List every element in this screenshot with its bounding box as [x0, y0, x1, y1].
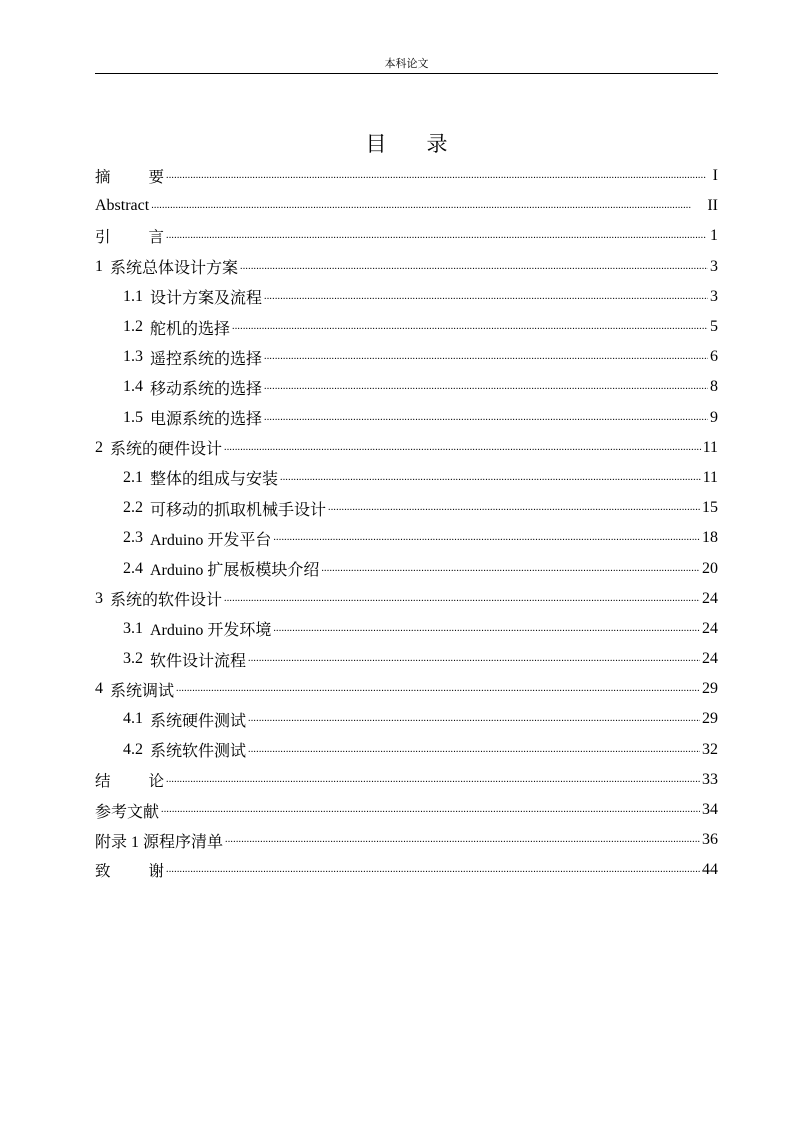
- toc-entry-number: 1.5: [123, 408, 143, 426]
- toc-page-number: 24: [702, 589, 718, 607]
- toc-entry-label: 遥控系统的选择: [150, 350, 263, 368]
- dot-leader: [161, 801, 700, 819]
- toc-entry-title: [123, 557, 319, 580]
- toc-page-number: 15: [702, 499, 718, 517]
- toc-entry-number: 2: [95, 438, 103, 456]
- toc-entry[interactable]: [95, 735, 718, 765]
- toc-entry[interactable]: [95, 433, 718, 463]
- dot-leader: [264, 409, 708, 427]
- toc-entry[interactable]: [95, 312, 718, 342]
- dot-leader: [248, 710, 700, 728]
- toc-page-number: 9: [710, 408, 718, 426]
- toc-entry[interactable]: [95, 221, 718, 251]
- dot-leader: [264, 378, 708, 396]
- dot-leader: [176, 680, 700, 698]
- toc-entry-number: 1.1: [123, 287, 143, 305]
- toc-entry-title: [123, 648, 246, 671]
- toc-entry-title: [123, 316, 230, 339]
- dot-leader: [280, 469, 701, 487]
- toc-page-number: 29: [702, 680, 718, 698]
- toc-entry-label: 移动系统的选择: [150, 380, 263, 398]
- toc-page-number: 44: [702, 861, 718, 879]
- header-text: 本科论文: [384, 58, 429, 70]
- toc-entry-number: 4: [95, 680, 103, 698]
- toc-page-number: II: [707, 197, 718, 215]
- dot-leader: [166, 861, 700, 879]
- toc-entry-label-part: 致: [95, 862, 111, 881]
- toc-entry-number: 2.3: [123, 529, 143, 547]
- table-of-contents: [95, 161, 718, 886]
- toc-entry-number: 2.4: [123, 559, 143, 577]
- toc-entry-title: [95, 255, 238, 278]
- toc-entry-title: [95, 829, 223, 852]
- toc-entry-title: [95, 678, 174, 701]
- toc-entry-label: 附录 1 源程序清单: [95, 833, 224, 851]
- dot-leader: [240, 258, 708, 276]
- toc-entry-label-part: 言: [148, 228, 165, 247]
- toc-entry[interactable]: [95, 765, 718, 795]
- header-rule: [95, 73, 718, 74]
- toc-entry[interactable]: [95, 342, 718, 372]
- dot-leader: [232, 318, 708, 336]
- toc-entry[interactable]: [95, 282, 718, 312]
- toc-entry-title: [123, 708, 246, 731]
- toc-entry-title: [95, 225, 164, 247]
- toc-entry-label-part: 谢: [148, 862, 165, 881]
- toc-entry-title: [123, 738, 246, 761]
- toc-entry-label: 可移动的抓取机械手设计: [150, 501, 327, 519]
- dot-leader: [273, 620, 700, 638]
- toc-entry-label-part: 论: [148, 771, 165, 790]
- toc-entry-label: 系统总体设计方案: [110, 260, 239, 278]
- toc-page-number: 18: [702, 529, 718, 547]
- toc-entry-label: 整体的组成与安装: [150, 471, 279, 489]
- toc-entry-number: 3: [95, 589, 103, 607]
- toc-entry[interactable]: [95, 674, 718, 704]
- toc-entry[interactable]: [95, 825, 718, 855]
- toc-entry-label: Arduino 扩展板模块介绍: [150, 562, 320, 580]
- toc-entry-label-part: 要: [148, 168, 165, 187]
- toc-entry-label: 软件设计流程: [150, 652, 247, 670]
- toc-entry-title: [123, 346, 262, 369]
- toc-entry-label-part: 结: [95, 771, 111, 790]
- toc-entry-title: [95, 799, 159, 822]
- toc-entry-label: 系统调试: [110, 682, 175, 700]
- dot-leader: [264, 288, 708, 306]
- toc-page-number: 32: [702, 740, 718, 758]
- toc-entry-label: 参考文献: [95, 803, 160, 821]
- dot-leader: [151, 197, 705, 215]
- toc-title-char-1: 目: [365, 132, 387, 156]
- toc-page-number: 5: [710, 318, 718, 336]
- toc-entry[interactable]: [95, 523, 718, 553]
- toc-entry[interactable]: [95, 644, 718, 674]
- toc-entry[interactable]: [95, 553, 718, 583]
- toc-entry-title: [95, 436, 222, 459]
- toc-entry-label: 系统软件测试: [150, 743, 247, 761]
- dot-leader: [166, 227, 708, 245]
- toc-entry[interactable]: [95, 191, 718, 221]
- toc-entry-title: [95, 769, 164, 791]
- toc-entry-label: 系统的软件设计: [110, 592, 223, 610]
- toc-entry-label: 舵机的选择: [150, 320, 231, 338]
- toc-entry-number: 1.3: [123, 348, 143, 366]
- toc-entry-title: [95, 165, 164, 187]
- dot-leader: [328, 499, 700, 517]
- page-header: [95, 57, 718, 71]
- dot-leader: [264, 348, 708, 366]
- toc-title: [95, 130, 718, 158]
- toc-entry[interactable]: [95, 372, 718, 402]
- toc-page-number: 1: [710, 227, 718, 245]
- toc-entry-label: 系统硬件测试: [150, 712, 247, 730]
- toc-page-number: 8: [710, 378, 718, 396]
- toc-entry-number: 3.1: [123, 619, 143, 637]
- toc-entry-label: Abstract: [95, 197, 150, 215]
- toc-entry-number: 2.1: [123, 468, 143, 486]
- dot-leader: [224, 439, 701, 457]
- toc-entry-number: 2.2: [123, 499, 143, 517]
- toc-page-number: 33: [702, 770, 718, 788]
- toc-entry-number: 1.4: [123, 378, 143, 396]
- toc-page-number: 24: [702, 619, 718, 637]
- toc-entry-number: 1.2: [123, 318, 143, 336]
- toc-entry-title: [123, 376, 262, 399]
- toc-page-number: 11: [702, 468, 718, 486]
- toc-entry-title: [123, 406, 262, 429]
- toc-page-number: 6: [710, 348, 718, 366]
- toc-entry-title: [95, 587, 222, 610]
- toc-entry-title: [95, 197, 149, 215]
- toc-entry[interactable]: [95, 493, 718, 523]
- dot-leader: [225, 831, 700, 849]
- toc-page-number: 3: [710, 257, 718, 275]
- dot-leader: [166, 167, 711, 185]
- toc-entry-number: 4.1: [123, 710, 143, 728]
- toc-page-number: 11: [702, 438, 718, 456]
- toc-entry-label: 电源系统的选择: [150, 411, 263, 429]
- toc-entry[interactable]: [95, 855, 718, 885]
- toc-entry-number: 1: [95, 257, 103, 275]
- toc-page-number: 3: [710, 287, 718, 305]
- toc-entry[interactable]: [95, 252, 718, 282]
- toc-page-number: 34: [702, 801, 718, 819]
- toc-entry-title: [123, 285, 262, 308]
- toc-entry-label: 系统的硬件设计: [110, 441, 223, 459]
- dot-leader: [273, 529, 700, 547]
- toc-entry-label: 设计方案及流程: [150, 290, 263, 308]
- toc-entry-label: Arduino 开发平台: [150, 531, 272, 549]
- dot-leader: [224, 590, 700, 608]
- toc-entry-number: 4.2: [123, 740, 143, 758]
- toc-page-number: 36: [702, 831, 718, 849]
- toc-entry-title: [123, 617, 271, 640]
- toc-entry-label-part: 引: [95, 228, 111, 247]
- toc-page-number: I: [712, 167, 718, 185]
- dot-leader: [248, 650, 700, 668]
- toc-entry[interactable]: [95, 614, 718, 644]
- toc-entry[interactable]: [95, 795, 718, 825]
- toc-entry[interactable]: [95, 161, 718, 191]
- toc-entry-label: Arduino 开发环境: [150, 622, 272, 640]
- toc-entry-label-part: 摘: [95, 168, 111, 187]
- dot-leader: [321, 560, 700, 578]
- toc-entry[interactable]: [95, 463, 718, 493]
- toc-entry-title: [123, 497, 326, 520]
- toc-entry[interactable]: [95, 403, 718, 433]
- toc-entry[interactable]: [95, 584, 718, 614]
- toc-entry-title: [123, 527, 271, 550]
- toc-entry[interactable]: [95, 704, 718, 734]
- toc-entry-number: 3.2: [123, 650, 143, 668]
- toc-page-number: 24: [702, 650, 718, 668]
- toc-entry-title: [123, 466, 278, 489]
- toc-page-number: 20: [702, 559, 718, 577]
- dot-leader: [248, 741, 700, 759]
- toc-entry-title: [95, 859, 164, 881]
- toc-page-number: 29: [702, 710, 718, 728]
- dot-leader: [166, 771, 700, 789]
- toc-title-char-2: 录: [426, 132, 448, 156]
